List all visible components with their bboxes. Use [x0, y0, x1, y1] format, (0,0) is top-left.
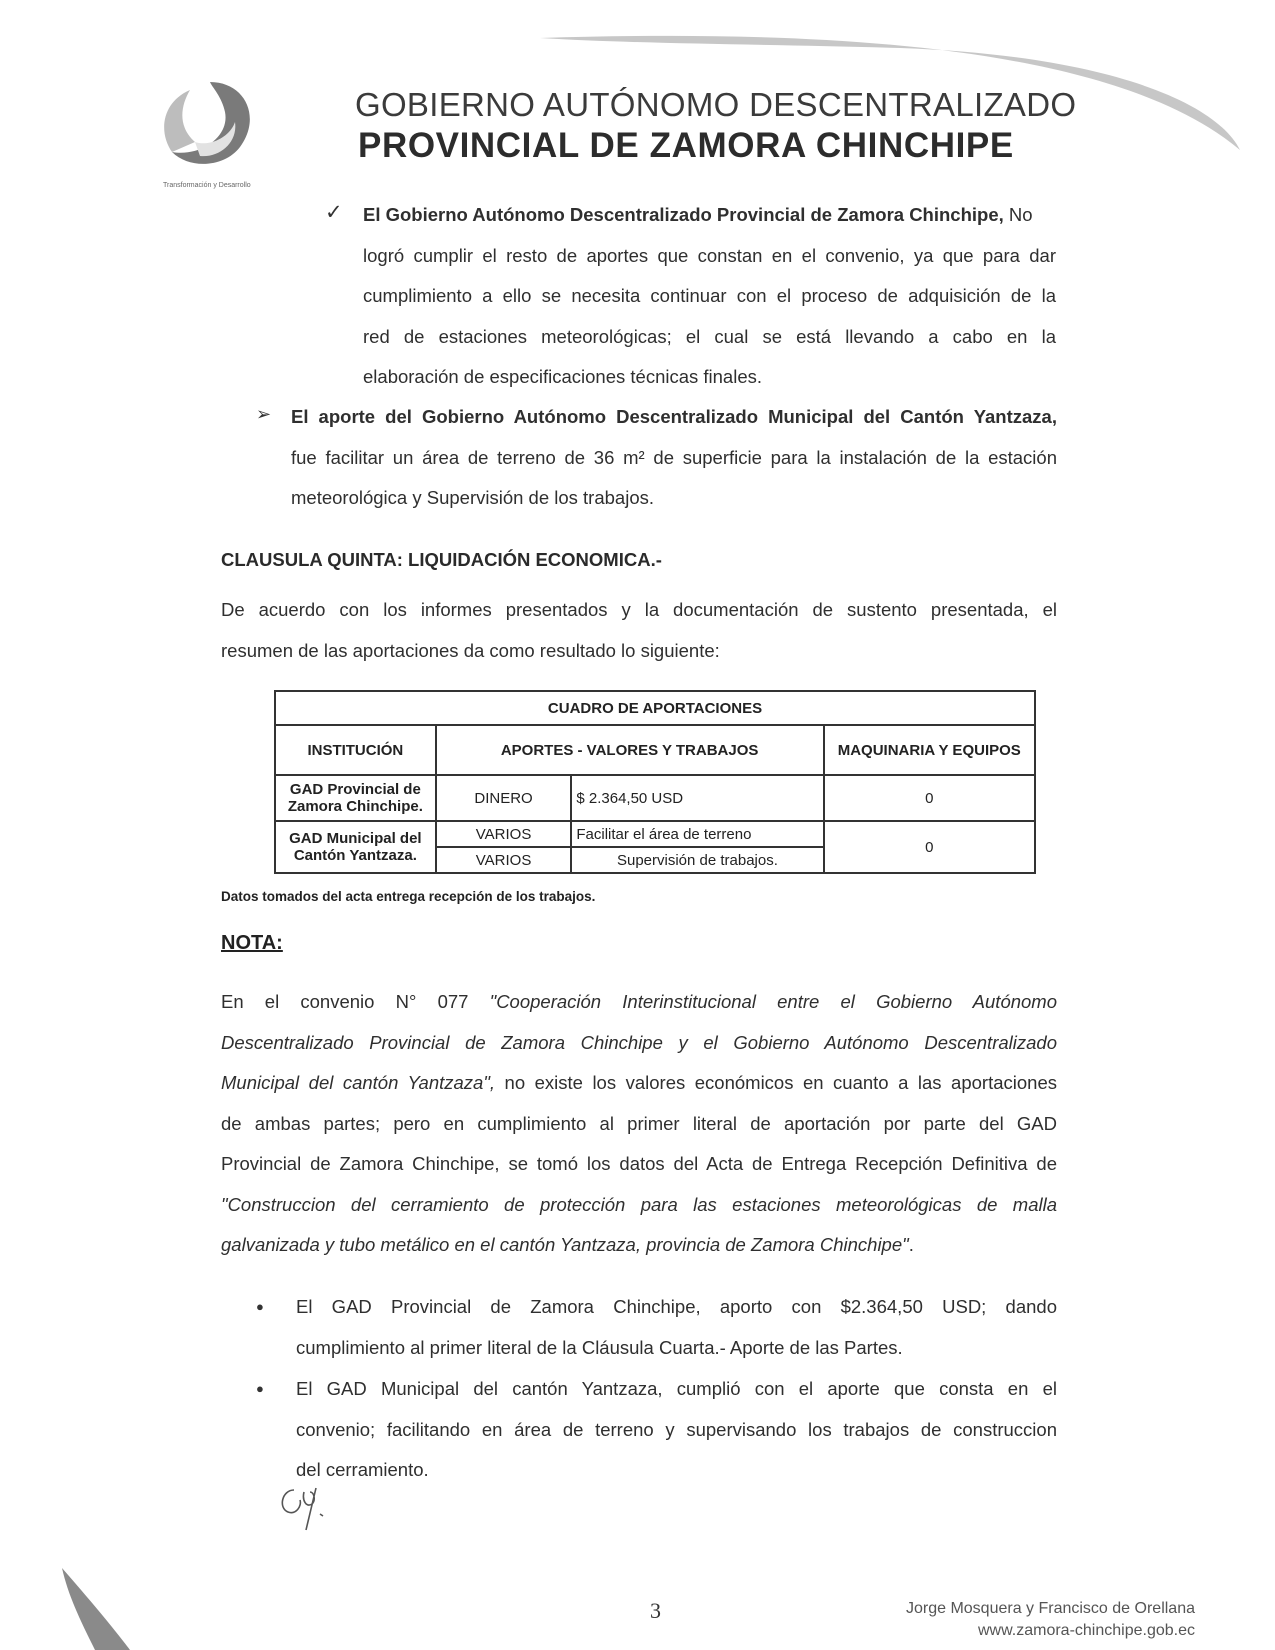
row2-detalle: Facilitar el área de terreno — [571, 821, 823, 847]
bullet-item-2 — [296, 1369, 1057, 1491]
bullet2-line2: convenio; facilitando en área de terreno y supervisando los trabajos de construccion — [296, 1418, 1057, 1440]
nota-line3-plain: no existe los valores económicos en cuanto a las aportaciones — [495, 1072, 1057, 1093]
signature-initials — [276, 1478, 346, 1534]
check-item-line1 — [363, 195, 1056, 236]
arrow-item-line2: fue facilitar un área de terreno de 36 m² de superficie para la instalación de la estación — [291, 446, 1057, 468]
clausula-line2: resumen de las aportaciones da como resultado lo siguiente: — [221, 639, 720, 661]
footer-swoosh-decoration — [0, 0, 200, 1650]
table-row — [275, 821, 1035, 847]
bullet1-line2: cumplimiento al primer literal de la Cláusula Cuarta.- Aporte de las Partes. — [296, 1336, 903, 1358]
page-number: 3 — [650, 1598, 661, 1623]
row2-maquinaria: 0 — [824, 821, 1035, 873]
arrow-item-line1: El aporte del Gobierno Autónomo Descentralizado Municipal del Cantón Yantzaza, — [291, 406, 1057, 427]
nota-line1-italic: "Cooperación Interinstitucional entre el Gobierno Autónomo — [489, 991, 1058, 1012]
check-item-line3: cumplimiento a ello se necesita continuar con el proceso de adquisición de la — [363, 285, 1056, 306]
provincial-logo — [150, 72, 265, 187]
row1-tipo: DINERO — [436, 775, 572, 821]
check-item-line2: logró cumplir el resto de aportes que constan en el convenio, ya que para dar — [363, 244, 1056, 266]
header-title-line2: PROVINCIAL DE ZAMORA CHINCHIPE — [358, 126, 1014, 165]
nota-paragraph — [221, 982, 1057, 1266]
row1-maquinaria: 0 — [824, 775, 1035, 821]
header-maquinaria: MAQUINARIA Y EQUIPOS — [824, 725, 1035, 775]
nota-line4: de ambas partes; pero en cumplimiento al primer literal de aportación por parte del GAD — [221, 1112, 1057, 1134]
logo-caption: Transformación y Desarrollo — [163, 182, 251, 189]
nota-line1 — [221, 982, 1057, 1023]
row3-tipo: VARIOS — [436, 847, 572, 873]
clausula-paragraph — [221, 590, 1057, 671]
nota-line3-italic: Municipal del cantón Yantzaza", — [221, 1072, 496, 1093]
nota-line7-plain: . — [908, 1234, 914, 1255]
arrow-bullet-icon: ➢ — [256, 404, 272, 424]
nota-line5: Provincial de Zamora Chinchipe, se tomó los datos del Acta de Entrega Recepción Definitiva de — [221, 1153, 1057, 1174]
check-item-bold: El Gobierno Autónomo Descentralizado Provincial de Zamora Chinchipe, — [363, 204, 1004, 225]
nota-line7 — [221, 1225, 1057, 1266]
table-title: CUADRO DE APORTACIONES — [275, 691, 1035, 725]
check-item-line5: elaboración de especificaciones técnicas finales. — [363, 366, 763, 387]
table-row — [275, 775, 1035, 821]
header-institucion: INSTITUCIÓN — [275, 725, 436, 775]
nota-line1-plain: En el convenio N° 077 — [221, 991, 490, 1012]
footer-website: www.zamora-chinchipe.gob.ec — [978, 1622, 1195, 1639]
bullet1-line1: El GAD Provincial de Zamora Chinchipe, aporto con $2.364,50 USD; dando — [296, 1296, 1057, 1317]
nota-line2: Descentralizado Provincial de Zamora Chinchipe y el Gobierno Autónomo Descentralizado — [221, 1031, 1057, 1053]
bullet-dot-icon: ● — [256, 1381, 264, 1396]
footer-contact — [906, 1598, 1195, 1642]
arrow-item-line3: meteorológica y Supervisión de los trabajos. — [291, 487, 654, 508]
nota-line6: "Construccion del cerramiento de protección para las estaciones meteorológicas de malla — [221, 1193, 1057, 1215]
checkmark-icon: ✓ — [325, 201, 343, 224]
row1-detalle: $ 2.364,50 USD — [571, 775, 823, 821]
bullet2-line3: del cerramiento. — [296, 1459, 429, 1480]
table-source-note: Datos tomados del acta entrega recepción de los trabajos. — [221, 889, 596, 904]
aportaciones-table — [274, 690, 1036, 874]
bullet2-line1: El GAD Municipal del cantón Yantzaza, cumplió con el aporte que consta en el — [296, 1378, 1057, 1399]
bullet-dot-icon: ● — [256, 1299, 264, 1314]
header-aportes: APORTES - VALORES Y TRABAJOS — [436, 725, 824, 775]
nota-line7-italic: galvanizada y tubo metálico en el cantón Yantzaza, provincia de Zamora Chinchipe" — [221, 1234, 909, 1255]
row2-institucion: GAD Municipal del Cantón Yantzaza. — [275, 821, 436, 873]
nota-line3 — [221, 1063, 1057, 1104]
table-title-row — [275, 691, 1035, 725]
check-item-line4: red de estaciones meteorológicas; el cual se está llevando a cabo en la — [363, 325, 1056, 347]
arrow-item-paragraph — [291, 397, 1057, 519]
clausula-heading: CLAUSULA QUINTA: LIQUIDACIÓN ECONOMICA.- — [221, 549, 662, 570]
row2-tipo: VARIOS — [436, 821, 572, 847]
row1-institucion: GAD Provincial de Zamora Chinchipe. — [275, 775, 436, 821]
bullet-item-1 — [296, 1287, 1057, 1368]
header-title-line1: GOBIERNO AUTÓNOMO DESCENTRALIZADO — [355, 86, 1077, 123]
row3-detalle: Supervisión de trabajos. — [571, 847, 823, 873]
clausula-line1: De acuerdo con los informes presentados y la documentación de sustento presentada, el — [221, 599, 1057, 620]
nota-heading: NOTA: — [221, 932, 283, 954]
table-header-row — [275, 725, 1035, 775]
check-item-paragraph — [363, 195, 1056, 398]
check-item-tail: No — [1003, 204, 1033, 225]
footer-address: Jorge Mosquera y Francisco de Orellana — [905, 1600, 1195, 1617]
